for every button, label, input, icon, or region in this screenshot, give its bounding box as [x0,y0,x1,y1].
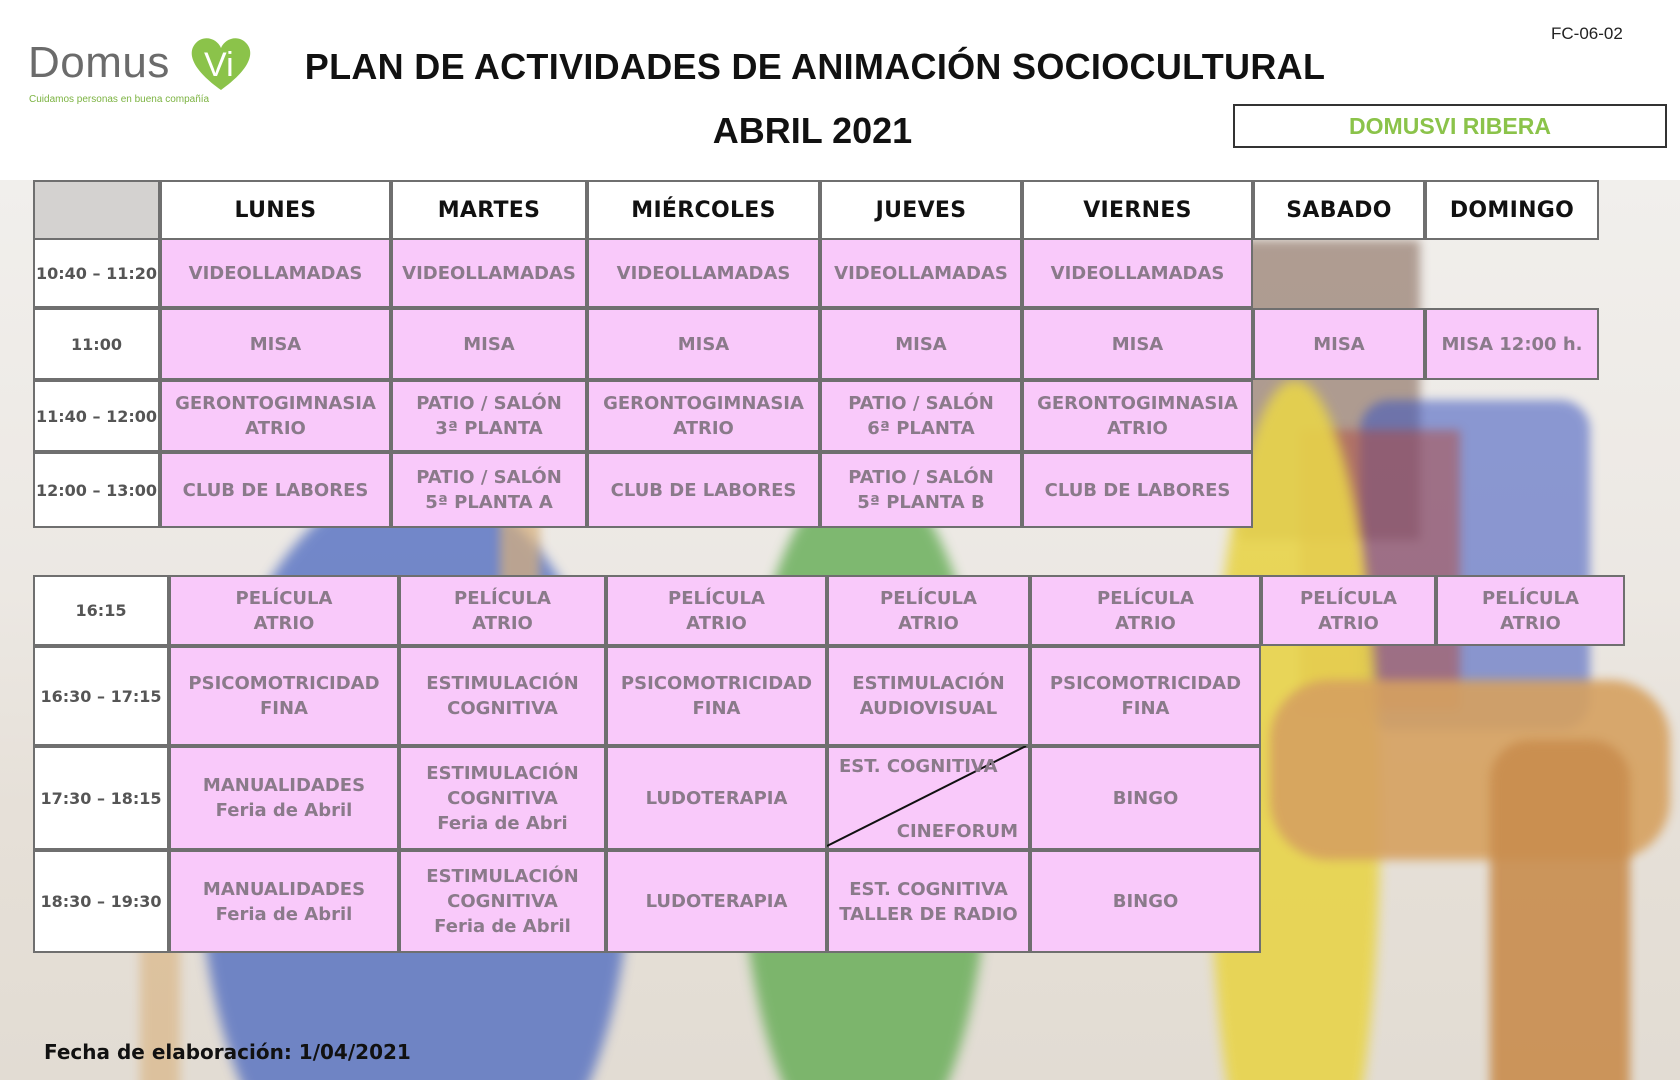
activity-cell: VIDEOLLAMADAS [820,238,1022,308]
activity-cell: MANUALIDADES Feria de Abril [169,746,399,850]
page-title: PLAN DE ACTIVIDADES DE ANIMACIÓN SOCIOCULTURAL [304,46,1326,87]
creation-date: Fecha de elaboración: 1/04/2021 [44,1040,411,1064]
activity-cell: MISA [1253,308,1425,380]
activity-cell: PELÍCULA ATRIO [1030,575,1261,646]
activity-cell: MISA [820,308,1022,380]
form-code: FC-06-02 [1551,24,1623,43]
activity-cell: MISA [1022,308,1253,380]
time-cell: 17:30 – 18:15 [33,746,169,850]
day-header-4: JUEVES [820,180,1022,240]
day-header-1: LUNES [160,180,391,240]
time-cell: 16:30 – 17:15 [33,646,169,746]
activity-cell: ESTIMULACIÓN COGNITIVA [399,646,606,746]
day-header-7: DOMINGO [1425,180,1599,240]
logo-heart-icon [185,32,257,94]
time-cell: 16:15 [33,575,169,646]
split-bottom-text: CINEFORUM [896,821,1018,842]
logo-wordmark: Domus [28,38,170,87]
activity-cell: VIDEOLLAMADAS [160,238,391,308]
day-header-2: MARTES [391,180,587,240]
activity-cell: MANUALIDADES Feria de Abril [169,850,399,953]
activity-cell: PELÍCULA ATRIO [399,575,606,646]
activity-cell: PELÍCULA ATRIO [606,575,827,646]
time-cell: 11:40 – 12:00 [33,380,160,452]
activity-cell: ESTIMULACIÓN AUDIOVISUAL [827,646,1030,746]
activity-cell: CLUB DE LABORES [1022,452,1253,528]
domusvi-logo [28,32,258,112]
day-header-3: MIÉRCOLES [587,180,820,240]
day-header-6: SABADO [1253,180,1425,240]
activity-cell: PATIO / SALÓN 5ª PLANTA B [820,452,1022,528]
table-corner-cell [33,180,160,240]
activity-cell: CLUB DE LABORES [160,452,391,528]
time-cell: 10:40 – 11:20 [33,238,160,308]
activity-cell: VIDEOLLAMADAS [1022,238,1253,308]
activity-cell: MISA [160,308,391,380]
activity-cell: PSICOMOTRICIDAD FINA [169,646,399,746]
activity-cell: GERONTOGIMNASIA ATRIO [160,380,391,452]
month-title: ABRIL 2021 [712,110,913,151]
logo-mark-text: Vi [204,46,234,84]
activity-cell: PELÍCULA ATRIO [827,575,1030,646]
time-cell: 12:00 – 13:00 [33,452,160,528]
activity-cell: MISA [391,308,587,380]
activity-cell: PELÍCULA ATRIO [1261,575,1436,646]
activity-cell: MISA 12:00 h. [1425,308,1599,380]
split-top-text: EST. COGNITIVA [839,756,998,777]
activity-cell: GERONTOGIMNASIA ATRIO [587,380,820,452]
activity-cell: PATIO / SALÓN 5ª PLANTA A [391,452,587,528]
activity-cell: ESTIMULACIÓN COGNITIVA Feria de Abril [399,850,606,953]
center-name-box: DOMUSVI RIBERA [1233,104,1667,148]
activity-cell: BINGO [1030,746,1261,850]
time-cell: 11:00 [33,308,160,380]
activity-cell: LUDOTERAPIA [606,746,827,850]
activity-cell: PSICOMOTRICIDAD FINA [606,646,827,746]
activity-cell: PATIO / SALÓN 3ª PLANTA [391,380,587,452]
activity-cell: PELÍCULA ATRIO [169,575,399,646]
activity-cell: EST. COGNITIVA TALLER DE RADIO [827,850,1030,953]
activity-cell: PSICOMOTRICIDAD FINA [1030,646,1261,746]
activity-cell: MISA [587,308,820,380]
logo-tagline: Cuidamos personas en buena compañía [29,94,210,105]
activity-cell: ESTIMULACIÓN COGNITIVA Feria de Abri [399,746,606,850]
activity-cell: CLUB DE LABORES [587,452,820,528]
activity-cell: PATIO / SALÓN 6ª PLANTA [820,380,1022,452]
activity-cell: BINGO [1030,850,1261,953]
split-activity-cell [827,746,1030,850]
activity-cell: VIDEOLLAMADAS [587,238,820,308]
activity-cell: VIDEOLLAMADAS [391,238,587,308]
time-cell: 18:30 – 19:30 [33,850,169,953]
activity-cell: GERONTOGIMNASIA ATRIO [1022,380,1253,452]
activity-cell: LUDOTERAPIA [606,850,827,953]
activity-cell: PELÍCULA ATRIO [1436,575,1625,646]
day-header-5: VIERNES [1022,180,1253,240]
